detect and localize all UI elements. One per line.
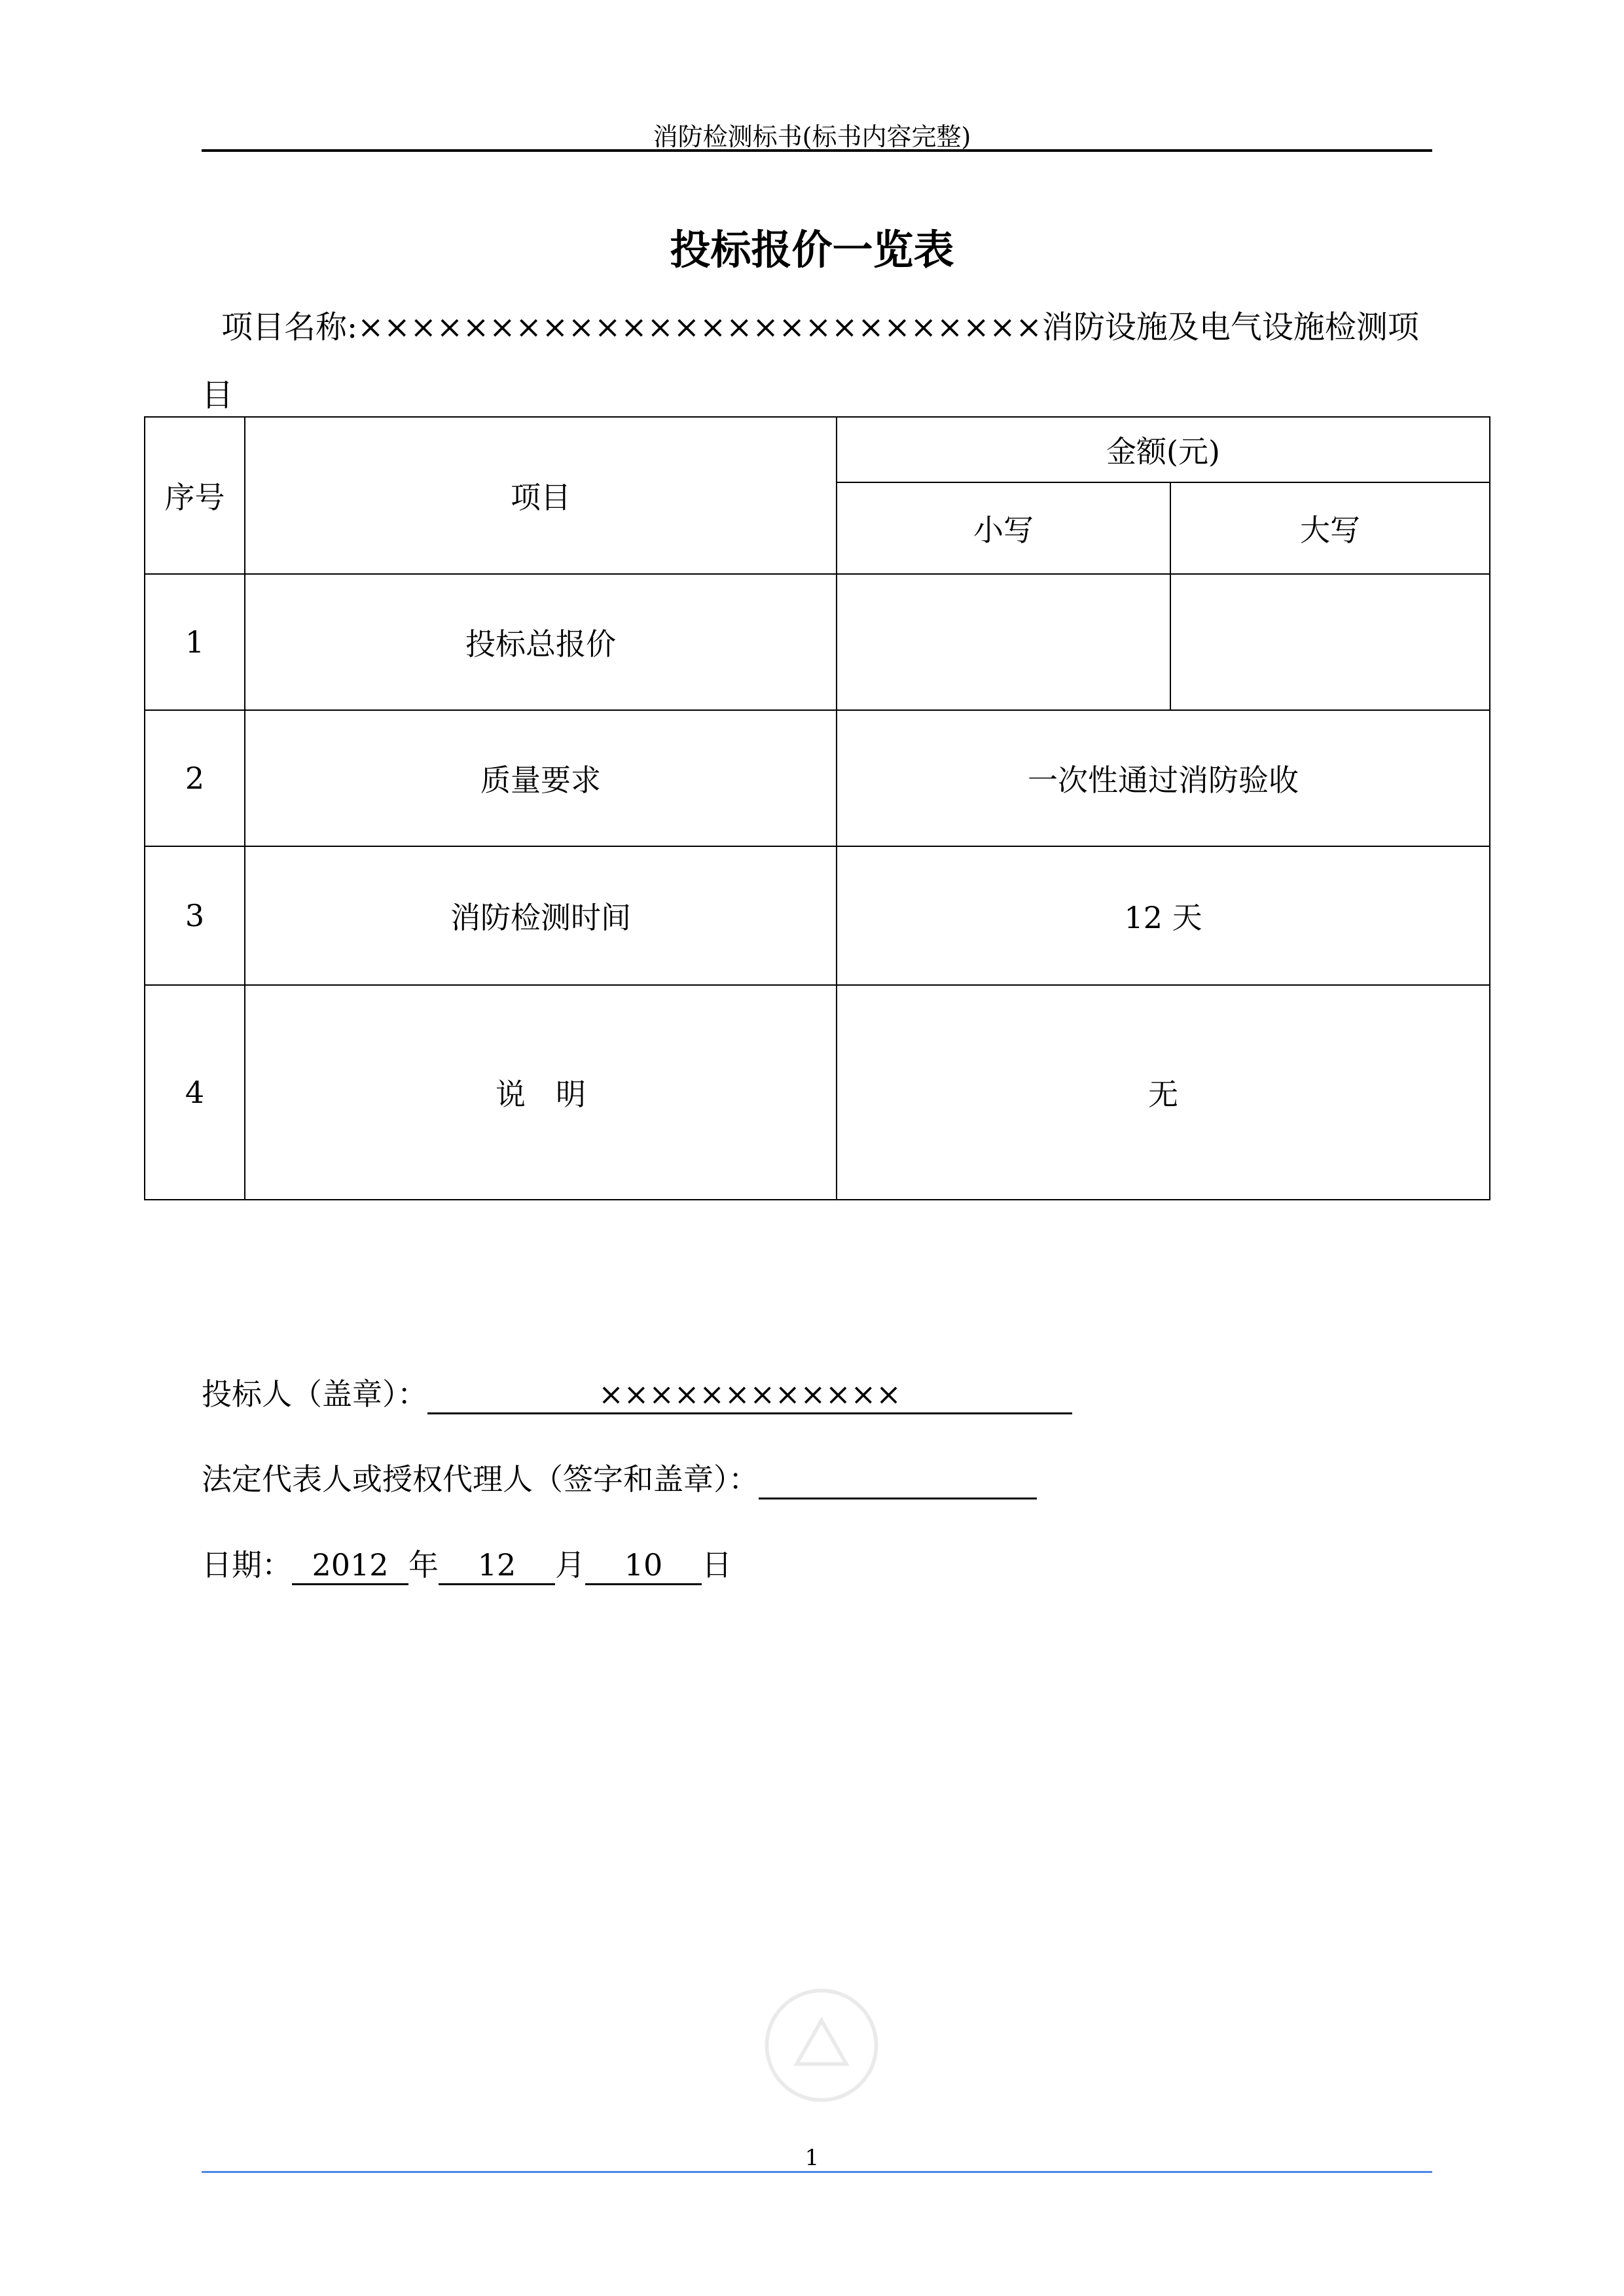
header-upper: 大写 — [1170, 482, 1490, 574]
row-index: 3 — [145, 846, 245, 985]
footer-divider — [202, 2171, 1432, 2173]
date-label: 日期： — [202, 1547, 292, 1583]
table-row — [145, 985, 1490, 1200]
row-amount-lower[interactable] — [837, 574, 1170, 710]
row-value: 无 — [837, 985, 1490, 1200]
day-field[interactable]: 10 — [585, 1547, 702, 1585]
table-row — [145, 846, 1490, 985]
page-number: 1 — [804, 2145, 820, 2171]
row-index: 1 — [145, 574, 245, 710]
quote-table — [144, 416, 1490, 1200]
year-field[interactable]: 2012 — [292, 1547, 408, 1585]
row-value: 一次性通过消防验收 — [837, 710, 1490, 846]
row-item: 投标总报价 — [245, 574, 837, 710]
watermark-icon — [759, 1983, 884, 2108]
day-unit: 日 — [702, 1547, 732, 1583]
bidder-line — [202, 1371, 1072, 1414]
bidder-label: 投标人（盖章）： — [202, 1376, 427, 1412]
header-index: 序号 — [145, 417, 245, 574]
representative-field[interactable] — [759, 1461, 1037, 1499]
page-header: 消防检测标书(标书内容完整) — [653, 122, 971, 151]
row-index: 4 — [145, 985, 245, 1200]
representative-label: 法定代表人或授权代理人（签字和盖章）： — [202, 1462, 759, 1497]
header-amount: 金额(元) — [837, 417, 1490, 482]
header-item: 项目 — [245, 417, 837, 574]
date-line — [202, 1541, 732, 1585]
header-lower: 小写 — [837, 482, 1170, 574]
month-field[interactable]: 12 — [439, 1547, 555, 1585]
representative-line — [202, 1456, 1037, 1499]
row-item: 消防检测时间 — [245, 846, 837, 985]
row-value: 12 天 — [837, 846, 1490, 985]
row-index: 2 — [145, 710, 245, 846]
document-title: 投标报价一览表 — [670, 226, 954, 274]
table-row — [145, 574, 1490, 710]
table-row — [145, 710, 1490, 846]
year-unit: 年 — [408, 1547, 439, 1583]
row-item: 说 明 — [245, 985, 837, 1200]
table-header-row — [145, 417, 1490, 482]
bidder-field[interactable]: ×××××××××××× — [427, 1376, 1072, 1414]
row-amount-upper[interactable] — [1170, 574, 1490, 710]
month-unit: 月 — [555, 1547, 585, 1583]
project-name: 项目名称:××××××××××××××××××××××××××消防设施及电气设施检测项目 — [202, 309, 1419, 414]
header-divider — [202, 149, 1432, 152]
row-item: 质量要求 — [245, 710, 837, 846]
